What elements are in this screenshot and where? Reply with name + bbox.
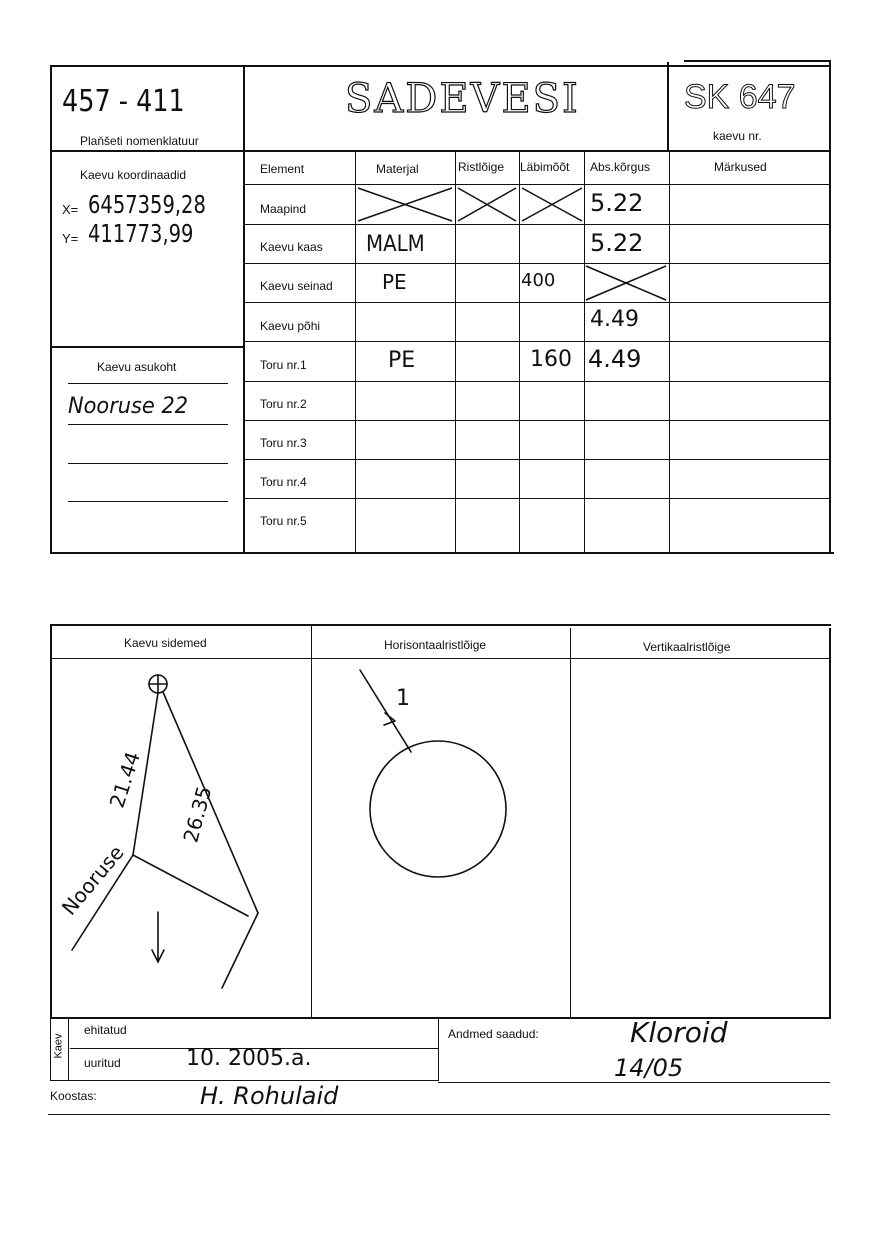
nomenclature-label: Plaňšeti nomenklatuur <box>80 134 199 148</box>
well-number-value: SK 647 <box>684 78 796 116</box>
coordinates-label: Kaevu koordinaadid <box>80 168 187 182</box>
row-element-1: Kaevu kaas <box>260 240 323 254</box>
data-from-date: 14/05 <box>614 1054 684 1082</box>
row-abs-height-4: 4.49 <box>588 345 642 373</box>
nomenclature-value: 457 - 411 <box>62 84 185 119</box>
location-value: Nooruse 22 <box>68 394 189 419</box>
row-abs-height-3: 4.49 <box>590 307 639 332</box>
pipe-number: 1 <box>396 686 410 711</box>
row-element-5: Toru nr.2 <box>260 397 307 411</box>
row-element-4: Toru nr.1 <box>260 358 307 372</box>
vertical-section-label: Vertikaalristlõige <box>643 640 731 654</box>
pipe-line <box>360 670 411 752</box>
location-label: Kaevu asukoht <box>97 360 177 374</box>
x-label: X= <box>62 202 79 217</box>
side-label: Kaev <box>52 1033 65 1059</box>
street-name: Nooruse <box>56 840 129 920</box>
compiled-value: H. Rohulaid <box>200 1082 339 1110</box>
compiled-label: Koostas: <box>50 1089 97 1103</box>
surveyed-label: uuritud <box>84 1056 121 1070</box>
row-material-4: PE <box>388 348 416 373</box>
row-element-6: Toru nr.3 <box>260 436 307 450</box>
row-diameter-4: 160 <box>530 347 572 372</box>
measure-1: 21.44 <box>104 748 146 811</box>
row-diameter-2: 400 <box>521 270 556 291</box>
header-notes: Märkused <box>714 160 767 174</box>
row-abs-height-0: 5.22 <box>590 189 644 217</box>
street-branch <box>222 913 258 988</box>
direction-arrow-icon <box>152 912 164 962</box>
header-diameter: Läbimõõt <box>520 160 570 174</box>
row-material-2: PE <box>382 270 407 294</box>
x-value: 6457359,28 <box>88 190 206 219</box>
data-from-value: Kloroid <box>630 1016 728 1049</box>
header-element: Element <box>260 162 305 176</box>
ties-label: Kaevu sidemed <box>124 636 207 650</box>
y-label: Y= <box>62 231 79 246</box>
row-element-8: Toru nr.5 <box>260 514 307 528</box>
header-abs-height: Abs.kõrgus <box>590 160 651 174</box>
row-element-7: Toru nr.4 <box>260 475 307 489</box>
row-element-0: Maapind <box>260 202 307 216</box>
header-material: Materjal <box>376 162 419 176</box>
data-from-label: Andmed saadud: <box>448 1027 539 1041</box>
row-element-2: Kaevu seinad <box>260 279 333 293</box>
well-section-circle <box>370 741 506 877</box>
surveyed-value: 10. 2005.a. <box>186 1046 312 1071</box>
built-label: ehitatud <box>84 1023 127 1037</box>
street-edge-upper <box>133 855 248 916</box>
row-abs-height-1: 5.22 <box>590 229 644 257</box>
row-element-3: Kaevu põhi <box>260 319 321 333</box>
measure-2: 26.35 <box>178 783 217 846</box>
horizontal-section-label: Horisontaalristlõige <box>384 638 487 652</box>
y-value: 411773,99 <box>88 219 194 248</box>
form-title: SADEVESI <box>345 76 580 122</box>
well-number-label: kaevu nr. <box>713 129 762 143</box>
row-material-1: MALM <box>366 232 425 257</box>
header-cross-section: Ristlõige <box>458 160 505 174</box>
